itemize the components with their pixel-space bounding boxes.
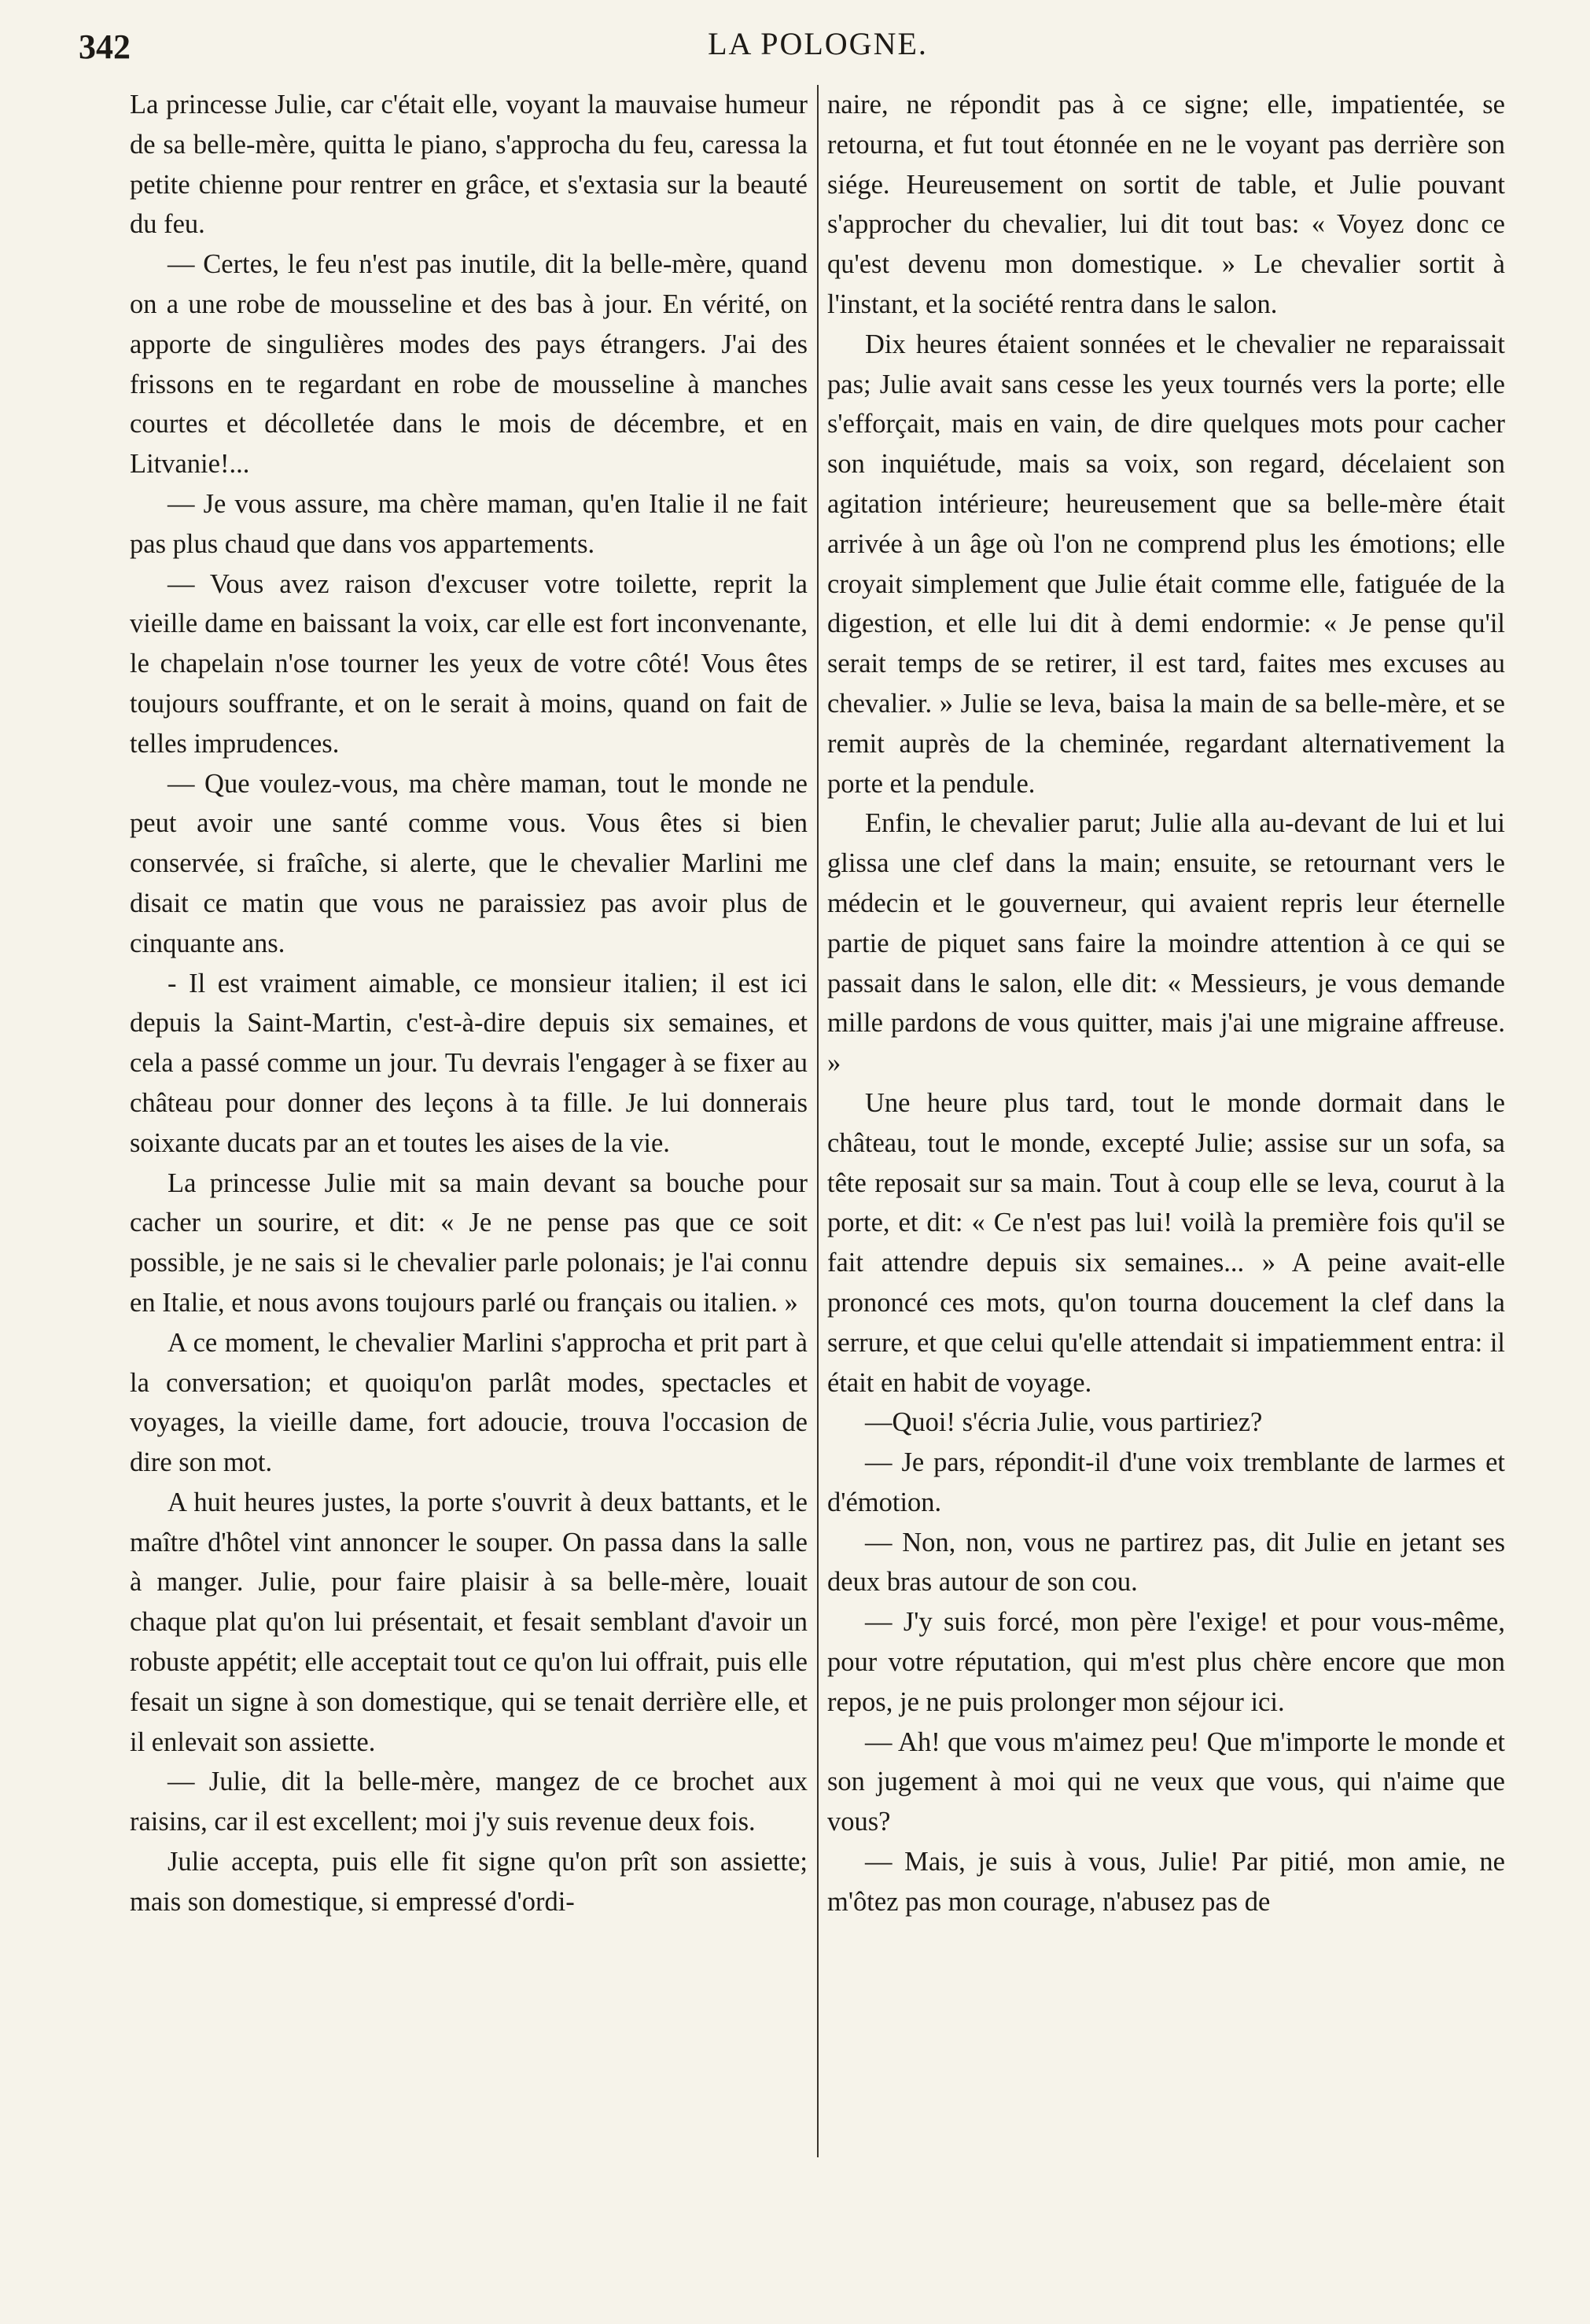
paragraph: - Il est vraiment aimable, ce monsieur italien; il est ici depuis la Saint-Martin, c'est-à-dire depuis six semaines, et cela a passé comme un jour. Tu devrais l'engager à se fixer au château pour donner des leçons à ta fille. Je lui donnerais soixante ducats par an et toutes les aises de la vie. [130,968,808,1158]
paragraph: A huit heures justes, la porte s'ouvrit à deux battants, et le maître d'hôtel vint annoncer le souper. On passa dans la salle à manger. Julie, pour faire plaisir à sa belle-mère, louait chaque plat qu'on lui présentait, et fesait semblant d'avoir un robuste appétit; elle acceptait tout ce qu'on lui offrait, puis elle fesait un signe à son domestique, qui se tenait derrière elle, et il enlevait son assiette. [130,1487,808,1757]
left-column [130,85,808,1922]
paragraph: A ce moment, le chevalier Marlini s'approcha et prit part à la conversation; et quoiqu'on parlât modes, spectacles et voyages, la vieille dame, fort adoucie, trouva l'occasion de dire son mot. [130,1327,808,1478]
paragraph: — Vous avez raison d'excuser votre toilette, reprit la vieille dame en baissant la voix, car elle est fort inconvenante, le chapelain n'ose tourner les yeux de votre côté! Vous êtes toujours souffrante, et on le serait à moins, quand on fait de telles imprudences. [130,568,808,759]
paragraph: Dix heures étaient sonnées et le chevalier ne reparaissait pas; Julie avait sans cesse les yeux tournés vers la porte; elle s'efforçait, mais en vain, de dire quelques mots pour cacher son inquiétude, mais sa voix, son regard, décelaient son agitation intérieure; heureusement que sa belle-mère était arrivée à un âge où l'on ne comprend plus les émotions; elle croyait simplement que Julie était comme elle, fatiguée de la digestion, et elle lui dit à demi endormie: « Je pense qu'il serait temps de se retirer, il est tard, faites mes excuses au chevalier. » Julie se leva, baisa la main de sa belle-mère, et se remit auprès de la cheminée, regardant alternativement la porte et la pendule. [827,329,1505,799]
page-header [79,22,1557,69]
running-title: LA POLOGNE. [708,26,928,61]
right-column [827,85,1505,1922]
paragraph: — Je vous assure, ma chère maman, qu'en Italie il ne fait pas plus chaud que dans vos appartements. [130,488,808,559]
paragraph: — Je pars, répondit-il d'une voix tremblante de larmes et d'émotion. [827,1447,1505,1517]
paragraph: —Quoi! s'écria Julie, vous partiriez? [865,1407,1263,1438]
paragraph: — J'y suis forcé, mon père l'exige! et pour vous-même, pour votre réputation, qui m'est plus chère encore que mon repos, je ne puis prolonger mon séjour ici. [827,1607,1505,1717]
paragraph: Une heure plus tard, tout le monde dormait dans le château, tout le monde, excepté Julie; assise sur un sofa, sa tête reposait sur sa main. Tout à coup elle se leva, courut à la porte, et dit: « Ce n'est pas lui! voilà la première fois qu'il se fait attendre depuis six semaines... » A peine avait-elle prononcé ces mots, qu'on tourna doucement la clef dans la serrure, et que celui qu'elle attendait si impatiemment entra: il était en habit de voyage. [827,1087,1505,1398]
paragraph: — Julie, dit la belle-mère, mangez de ce brochet aux raisins, car il est excellent; moi j'y suis revenue deux fois. [130,1767,808,1837]
paragraph: Enfin, le chevalier parut; Julie alla au-devant de lui et lui glissa une clef dans la main; ensuite, se retournant vers le médecin et le gouverneur, qui avaient repris leur éternelle partie de piquet sans faire la moindre attention à ce qui se passait dans le salon, elle dit: « Messieurs, je vous demande mille pardons de vous quitter, mais j'ai une migraine affreuse. » [827,808,1505,1079]
paragraph: — Certes, le feu n'est pas inutile, dit la belle-mère, quand on a une robe de mousseline et des bas à jour. En vérité, on apporte de singulières modes des pays étrangers. J'ai des frissons en te regardant en robe de mousseline à manches courtes et décolletée dans le mois de décembre, et en Litvanie!... [130,249,808,480]
page-number: 342 [79,28,131,66]
paragraph: La princesse Julie mit sa main devant sa bouche pour cacher un sourire, et dit: « Je ne pense pas que ce soit possible, je ne sais si le chevalier parle polonais; je l'ai connu en Italie, et nous avons toujours parlé ou français ou italien. » [130,1168,808,1318]
paragraph: — Non, non, vous ne partirez pas, dit Julie en jetant ses deux bras autour de son cou. [827,1527,1505,1598]
paragraph: La princesse Julie, car c'était elle, voyant la mauvaise humeur de sa belle-mère, quitta le piano, s'approcha du feu, caressa la petite chienne pour rentrer en grâce, et s'extasia sur la beauté du feu. [130,90,808,240]
paragraph: — Que voulez-vous, ma chère maman, tout le monde ne peut avoir une santé comme vous. Vous êtes si bien conservée, si fraîche, si alerte, que le chevalier Marlini me disait ce matin que vous ne paraissiez pas avoir plus de cinquante ans. [130,768,808,958]
paragraph: Julie accepta, puis elle fit signe qu'on prît son assiette; mais son domestique, si empressé d'ordi- [130,1847,808,1917]
paragraph: — Ah! que vous m'aimez peu! Que m'importe le monde et son jugement à moi qui ne veux que vous, qui n'aime que vous? [827,1726,1505,1837]
column-divider [817,85,819,2157]
paragraph: naire, ne répondit pas à ce signe; elle, impatientée, se retourna, et fut tout étonnée en ne le voyant pas derrière son siége. Heureusement on sortit de table, et Julie pouvant s'approcher du chevalier, lui dit tout bas: « Voyez donc ce qu'est devenu mon domestique. » Le chevalier sortit à l'instant, et la société rentra dans le salon. [827,90,1505,319]
paragraph: — Mais, je suis à vous, Julie! Par pitié, mon amie, ne m'ôtez pas mon courage, n'abusez pas de [827,1847,1505,1917]
